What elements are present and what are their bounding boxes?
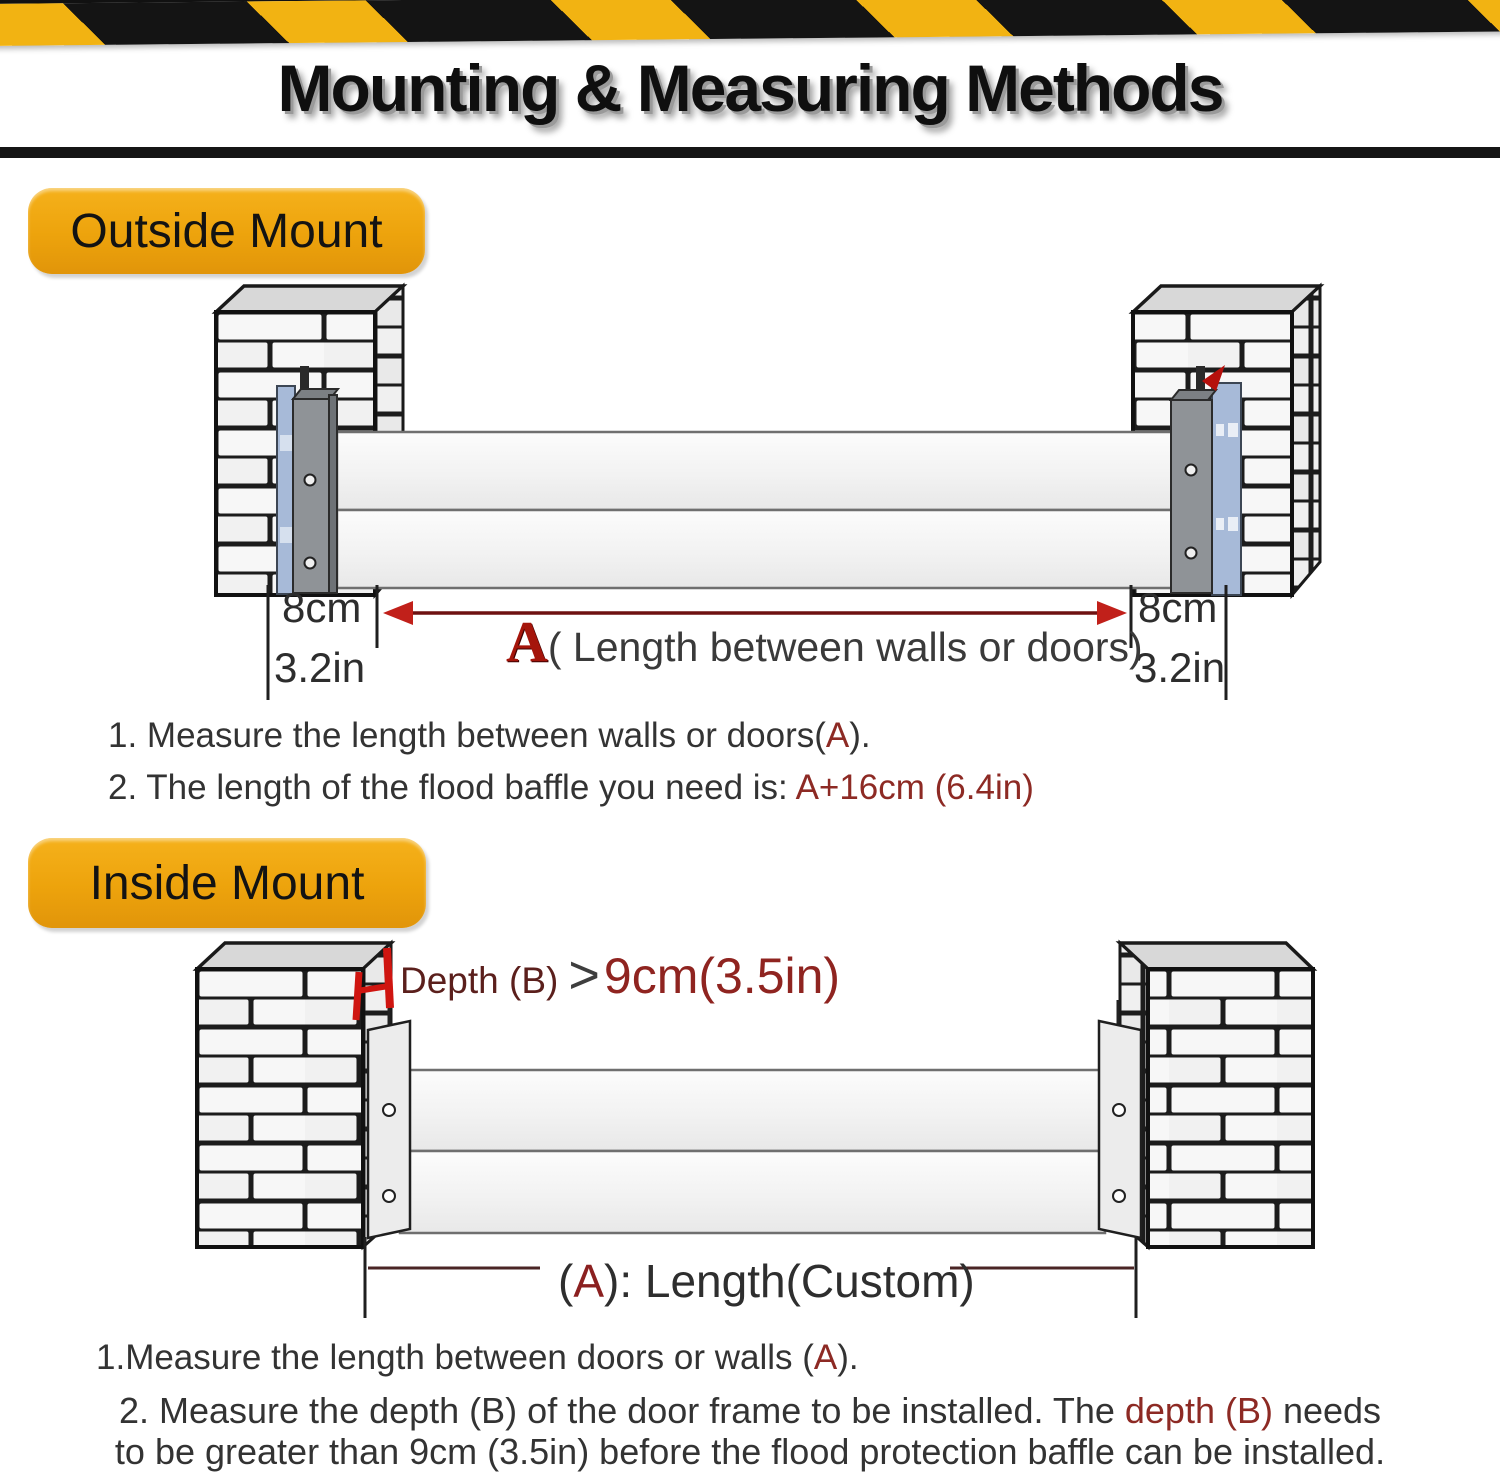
inside-step-2-line-1: [0, 1390, 1500, 1432]
step-accent: A+16cm (6.4in): [795, 768, 1034, 807]
length-description: ( Length between walls or doors): [547, 624, 1143, 670]
step-text: 1. Measure the length between walls or doors(: [108, 716, 826, 755]
label-text: ): Length(Custom): [604, 1255, 975, 1307]
step-text: 1.Measure the length between doors or walls (: [96, 1338, 814, 1377]
label-letter-a: A: [573, 1255, 605, 1307]
right-offset-in: 3.2in: [1134, 644, 1226, 691]
outside-step-1: [108, 716, 871, 756]
step-accent: A: [825, 716, 850, 755]
step-text: needs: [1272, 1390, 1382, 1431]
inside-step-1: [96, 1338, 859, 1378]
step-text: 2. Measure the depth (B) of the door frame to be installed. The: [118, 1390, 1125, 1431]
arrowhead-left-icon: [383, 601, 413, 625]
step-accent: A: [813, 1338, 838, 1377]
left-offset-in: 3.2in: [274, 644, 366, 691]
length-a-label: [506, 608, 1143, 675]
outside-mount-badge: Outside Mount: [28, 188, 425, 274]
outside-step-2: [108, 768, 1034, 808]
step-text: ).: [837, 1338, 859, 1377]
right-offset-cm: 8cm: [1138, 584, 1218, 631]
right-channel-bracket: [1099, 1000, 1141, 1238]
inside-mount-badge: Inside Mount: [28, 838, 426, 928]
right-mounting-bracket: [1171, 365, 1241, 595]
flood-barrier-panels: [337, 432, 1175, 588]
flood-barrier-panels: [400, 1070, 1105, 1233]
left-offset-cm: 8cm: [282, 584, 362, 631]
depth-requirement-label: [400, 944, 840, 1006]
page-title: Mounting & Measuring Methods: [277, 51, 1223, 125]
left-mounting-bracket: [277, 386, 338, 594]
custom-length-label: [558, 1254, 975, 1308]
right-door-pillar: [1120, 943, 1313, 1247]
hazard-stripe-band: [0, 0, 1500, 46]
hazard-stripes: [0, 0, 1500, 46]
length-letter-a: A: [506, 609, 548, 674]
step-text: ).: [849, 716, 871, 755]
greater-than-sign: >: [568, 945, 600, 1005]
step-text: 2. The length of the flood baffle you need is:: [108, 768, 796, 807]
left-channel-bracket: [368, 1008, 410, 1238]
step-accent: depth (B): [1124, 1390, 1273, 1431]
header-divider-bar: [0, 147, 1500, 158]
label-text: (: [558, 1255, 574, 1307]
depth-label-text: Depth (B): [400, 960, 559, 1001]
inside-step-2-line-2: to be greater than 9cm (3.5in) before the flood protection baffle can be installed.: [114, 1431, 1386, 1472]
depth-value: 9cm(3.5in): [603, 948, 841, 1004]
